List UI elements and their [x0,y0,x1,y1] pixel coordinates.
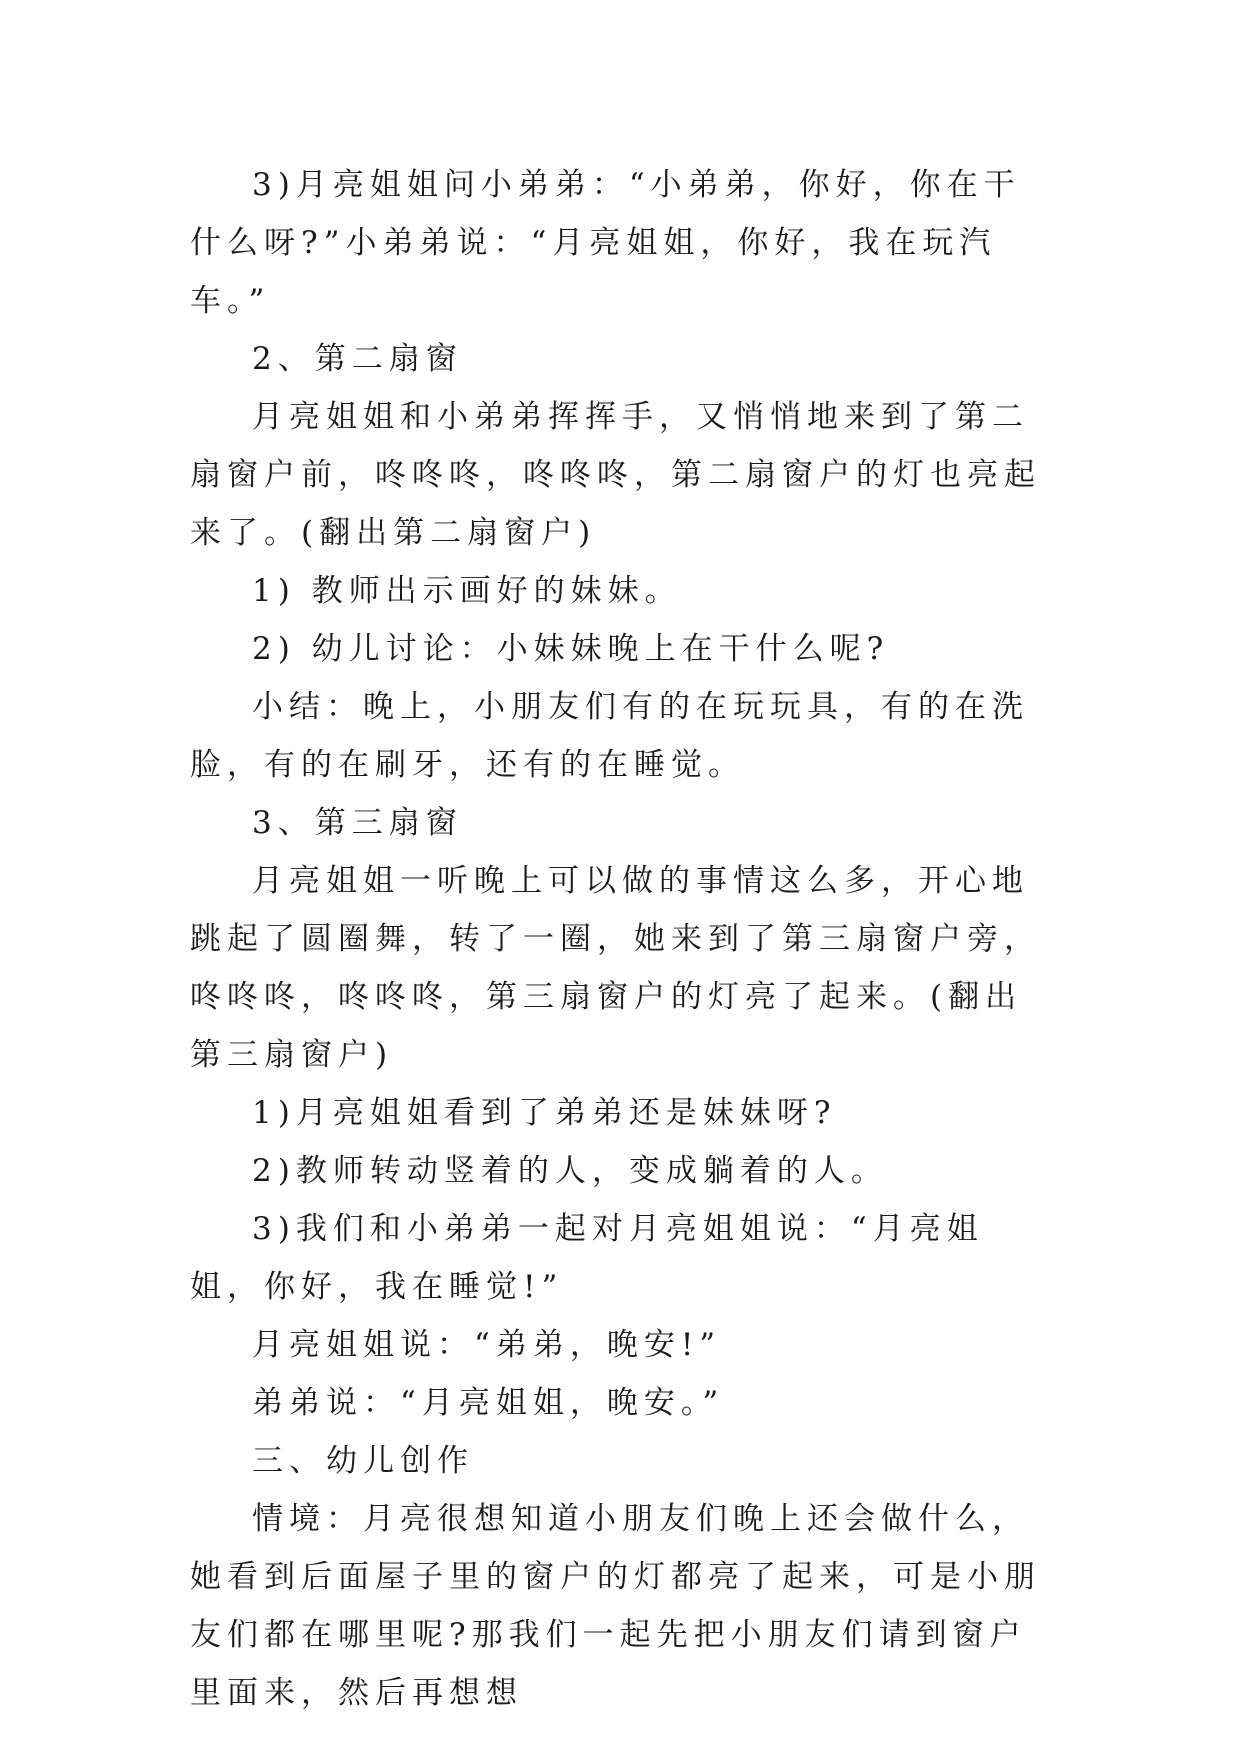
paragraph-situation: 情境：月亮很想知道小朋友们晚上还会做什么，她看到后面屋子里的窗户的灯都亮了起来，可是小朋友们都在哪里呢?那我们一起先把小朋友们请到窗户里面来，然后再想想 [190,1501,1041,1711]
document-body [190,156,1052,1722]
heading-second-window: 2、第二扇窗 [252,341,463,377]
dialogue-moon-sister: 月亮姐姐说：“弟弟，晚安!” [252,1327,722,1363]
heading-third-window: 3、第三扇窗 [252,805,463,841]
step-show-sister: 1) 教师出示画好的妹妹。 [252,573,682,609]
step-brother-or-sister: 1)月亮姐姐看到了弟弟还是妹妹呀? [252,1095,837,1131]
paragraph-brother-dialogue: 3)月亮姐姐问小弟弟：“小弟弟，你好，你在干什么呀?”小弟弟说：“月亮姐姐，你好，我在玩汽车。” [190,167,1021,319]
step-rotate-figure: 2)教师转动竖着的人，变成躺着的人。 [252,1153,888,1189]
paragraph-third-window-story: 月亮姐姐一听晚上可以做的事情这么多，开心地跳起了圆圈舞，转了一圈，她来到了第三扇窗户旁，咚咚咚，咚咚咚，第三扇窗户的灯亮了起来。(翻出第三扇窗户) [190,863,1041,1073]
step-say-goodnight: 3)我们和小弟弟一起对月亮姐姐说：“月亮姐姐，你好，我在睡觉!” [190,1211,984,1305]
step-discussion: 2) 幼儿讨论：小妹妹晚上在干什么呢? [252,631,890,667]
paragraph-second-window-story: 月亮姐姐和小弟弟挥挥手，又悄悄地来到了第二扇窗户前，咚咚咚，咚咚咚，第二扇窗户的灯也亮起来了。(翻出第二扇窗户) [190,399,1041,551]
paragraph-summary: 小结：晚上，小朋友们有的在玩玩具，有的在洗脸，有的在刷牙，还有的在睡觉。 [190,689,1029,783]
heading-children-creation: 三、幼儿创作 [252,1443,474,1479]
dialogue-brother: 弟弟说：“月亮姐姐，晚安。” [252,1385,725,1421]
